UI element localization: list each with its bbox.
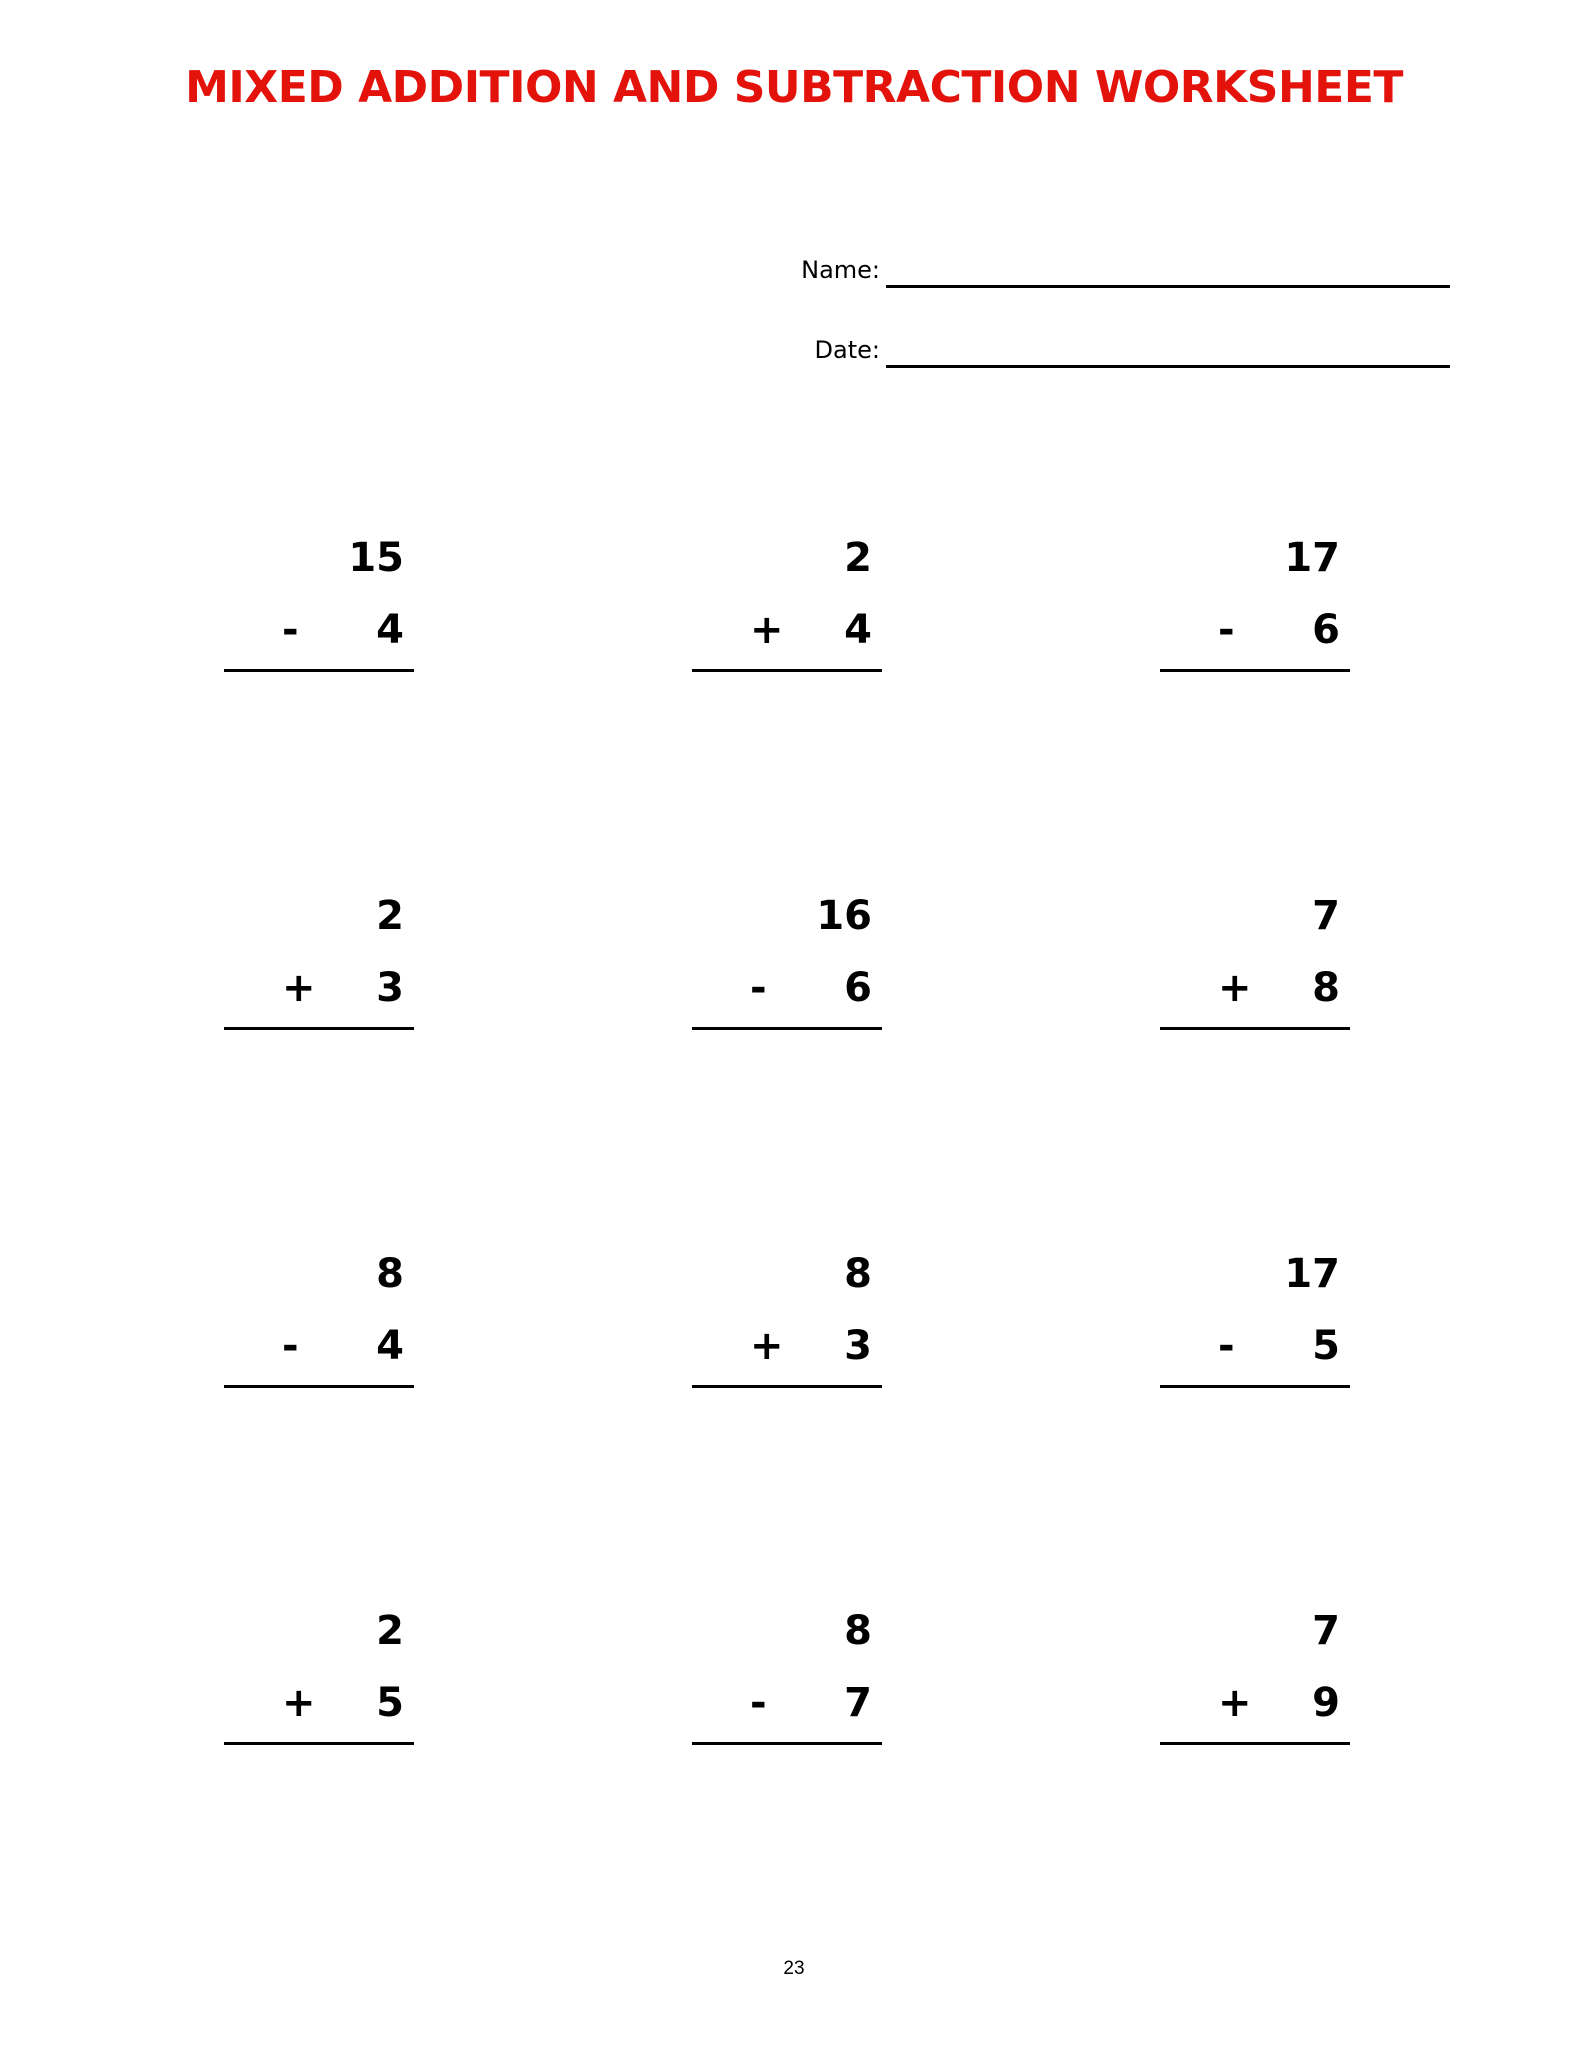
problem — [224, 535, 414, 685]
answer-line — [692, 669, 882, 672]
problem — [224, 893, 414, 1043]
operator: - — [282, 607, 299, 653]
operator: + — [282, 965, 316, 1011]
answer-line — [692, 1027, 882, 1030]
operator: - — [1218, 607, 1235, 653]
problem — [692, 1251, 882, 1401]
problem — [1160, 535, 1350, 685]
top-number: 7 — [1312, 1608, 1340, 1654]
page-number: 23 — [783, 1958, 805, 1979]
problem — [224, 1608, 414, 1758]
bottom-number: 3 — [376, 965, 404, 1011]
bottom-number: 6 — [844, 965, 872, 1011]
bottom-number: 4 — [844, 607, 872, 653]
operator: - — [750, 965, 767, 1011]
operator: + — [750, 1323, 784, 1369]
answer-line — [1160, 669, 1350, 672]
top-number: 7 — [1312, 893, 1340, 939]
top-number: 8 — [376, 1251, 404, 1297]
top-number: 16 — [816, 893, 872, 939]
bottom-number: 5 — [1312, 1323, 1340, 1369]
problem — [1160, 893, 1350, 1043]
date-label: Date: — [814, 336, 880, 364]
answer-line — [1160, 1027, 1350, 1030]
operator: - — [282, 1323, 299, 1369]
top-number: 2 — [376, 893, 404, 939]
operator: + — [282, 1680, 316, 1726]
problem — [1160, 1251, 1350, 1401]
problem — [692, 893, 882, 1043]
operator: - — [750, 1680, 767, 1726]
bottom-number: 9 — [1312, 1680, 1340, 1726]
bottom-number: 4 — [376, 607, 404, 653]
name-input-line[interactable] — [886, 285, 1450, 288]
bottom-number: 6 — [1312, 607, 1340, 653]
answer-line — [224, 1742, 414, 1745]
answer-line — [692, 1385, 882, 1388]
top-number: 8 — [844, 1251, 872, 1297]
problem — [692, 535, 882, 685]
answer-line — [1160, 1385, 1350, 1388]
top-number: 17 — [1284, 1251, 1340, 1297]
operator: - — [1218, 1323, 1235, 1369]
top-number: 2 — [844, 535, 872, 581]
name-field — [770, 248, 1450, 288]
date-input-line[interactable] — [886, 365, 1450, 368]
date-field — [770, 328, 1450, 368]
answer-line — [224, 669, 414, 672]
worksheet-title: MIXED ADDITION AND SUBTRACTION WORKSHEET — [185, 62, 1403, 113]
problem — [224, 1251, 414, 1401]
problem — [1160, 1608, 1350, 1758]
top-number: 15 — [348, 535, 404, 581]
answer-line — [224, 1027, 414, 1030]
top-number: 17 — [1284, 535, 1340, 581]
name-label: Name: — [801, 256, 880, 284]
top-number: 2 — [376, 1608, 404, 1654]
bottom-number: 5 — [376, 1680, 404, 1726]
bottom-number: 8 — [1312, 965, 1340, 1011]
operator: + — [1218, 1680, 1252, 1726]
problem — [692, 1608, 882, 1758]
answer-line — [692, 1742, 882, 1745]
answer-line — [1160, 1742, 1350, 1745]
bottom-number: 7 — [844, 1680, 872, 1726]
operator: + — [750, 607, 784, 653]
bottom-number: 3 — [844, 1323, 872, 1369]
answer-line — [224, 1385, 414, 1388]
top-number: 8 — [844, 1608, 872, 1654]
operator: + — [1218, 965, 1252, 1011]
bottom-number: 4 — [376, 1323, 404, 1369]
